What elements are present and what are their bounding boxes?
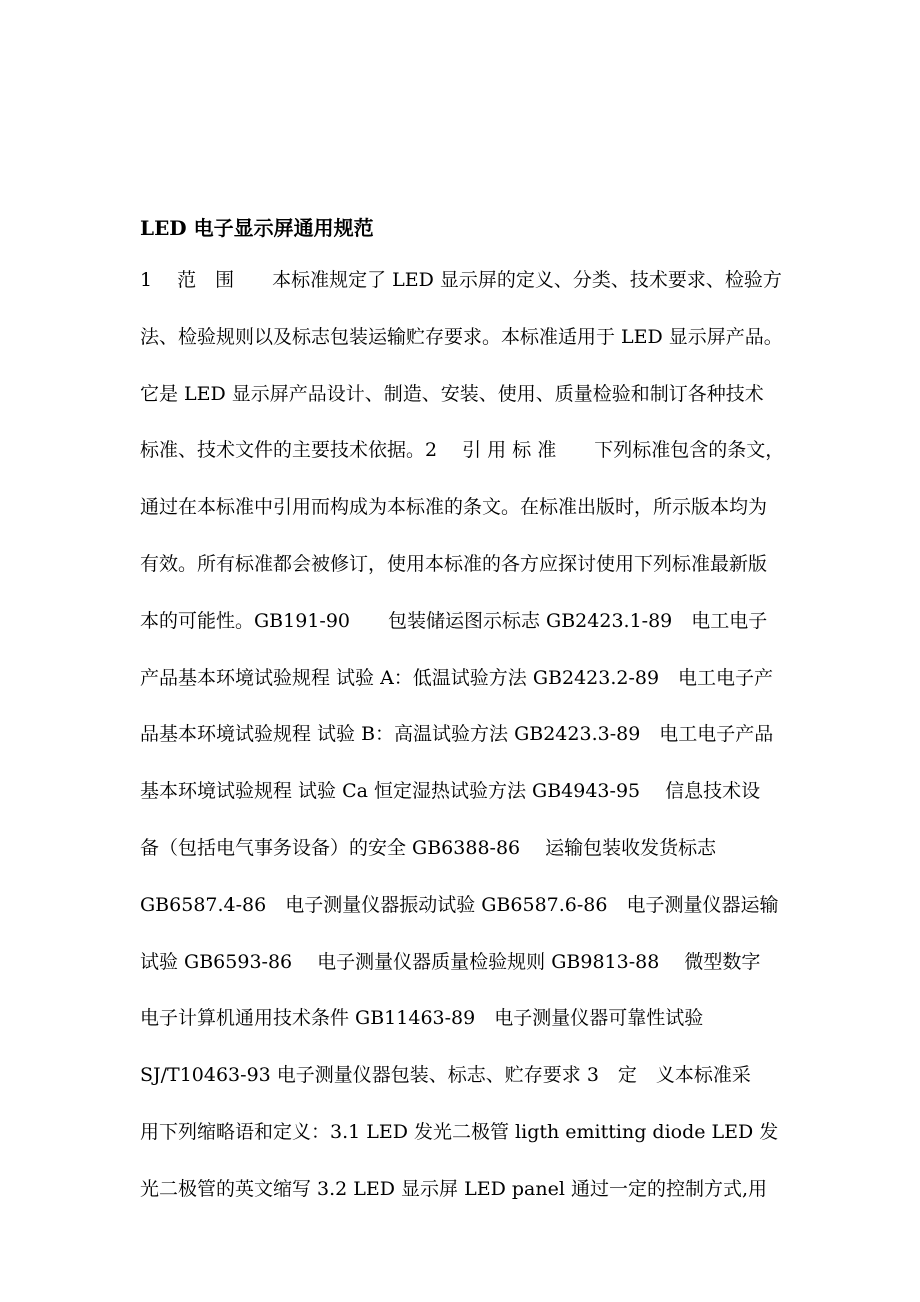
document-title: LED 电子显示屏通用规范 bbox=[140, 216, 374, 240]
body-line-11: 备（包括电气事务设备）的安全 GB6388-86 运输包装收发货标志 bbox=[140, 836, 717, 859]
body-line-1: 1 范 围 本标准规定了 LED 显示屏的定义、分类、技术要求、检验方 bbox=[140, 269, 782, 291]
body-line-8: 产品基本环境试验规程 试验 A：低温试验方法 GB2423.2-89 电工电子产 bbox=[140, 666, 774, 689]
body-line-5: 通过在本标准中引用而构成为本标准的条文。在标准出版时，所示版本均为 bbox=[140, 496, 768, 519]
document-body bbox=[140, 264, 880, 1230]
body-line-10: 基本环境试验规程 试验 Ca 恒定湿热试验方法 GB4943-95 信息技术设 bbox=[140, 780, 761, 803]
body-line-7: 本的可能性。GB191-90 包装储运图示标志 GB2423.1-89 电工电子 bbox=[140, 609, 768, 632]
body-line-17: 光二极管的英文缩写 3.2 LED 显示屏 LED panel 通过一定的控制方式,用 bbox=[140, 1177, 767, 1200]
body-line-13: 试验 GB6593-86 电子测量仪器质量检验规则 GB9813-88 微型数字 bbox=[140, 950, 761, 973]
body-line-14: 电子计算机通用技术条件 GB11463-89 电子测量仪器可靠性试验 bbox=[140, 1007, 704, 1030]
body-line-6: 有效。所有标准都会被修订，使用本标准的各方应探讨使用下列标准最新版 bbox=[140, 552, 768, 575]
body-line-15: SJ/T10463-93 电子测量仪器包装、标志、贮存要求 3 定 义本标准采 bbox=[140, 1064, 751, 1087]
body-line-12: GB6587.4-86 电子测量仪器振动试验 GB6587.6-86 电子测量仪器运输 bbox=[140, 893, 779, 916]
body-line-3: 它是 LED 显示屏产品设计、制造、安装、使用、质量检验和制订各种技术 bbox=[140, 382, 764, 405]
body-line-2: 法、检验规则以及标志包装运输贮存要求。本标准适用于 LED 显示屏产品。 bbox=[140, 325, 783, 348]
body-line-16: 用下列缩略语和定义：3.1 LED 发光二极管 ligth emitting diode LED 发 bbox=[140, 1120, 779, 1143]
body-line-4: 标准、技术文件的主要技术依据。2 引 用 标 准 下列标准包含的条文， bbox=[140, 439, 785, 462]
body-line-9: 品基本环境试验规程 试验 B：高温试验方法 GB2423.3-89 电工电子产品 bbox=[140, 723, 774, 746]
